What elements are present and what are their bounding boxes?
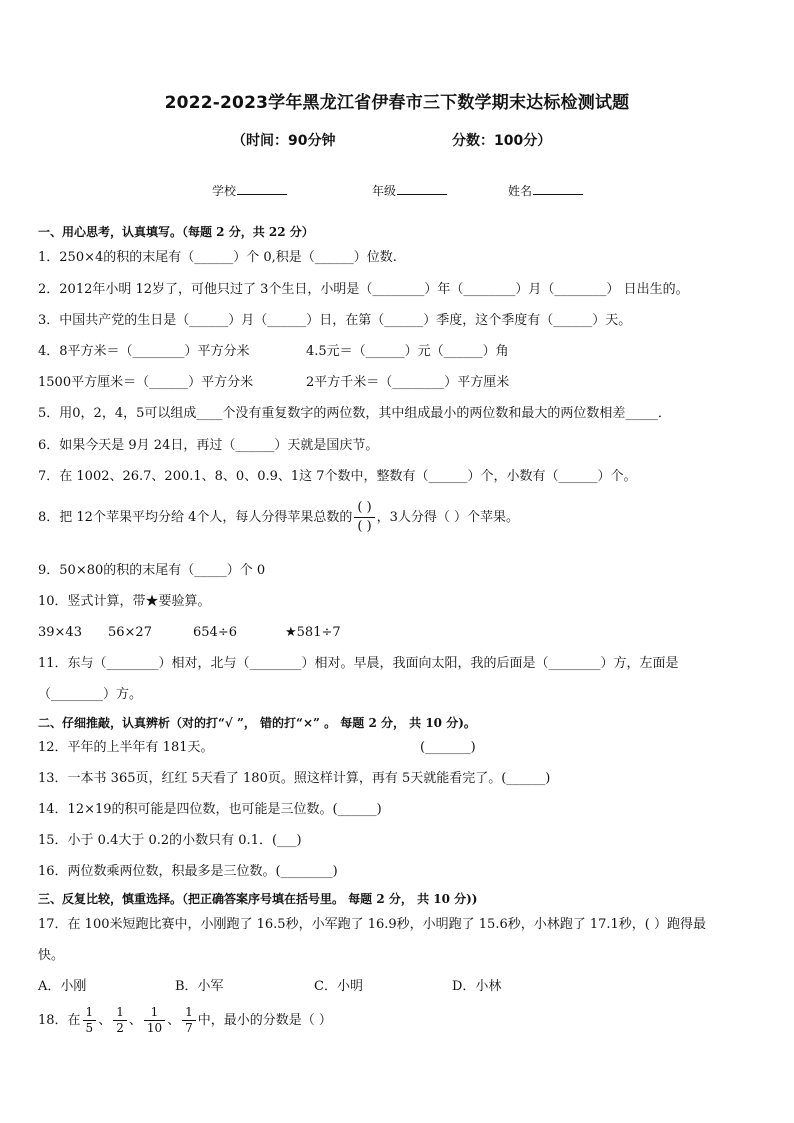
question-11-continued: （________）方。 [38,687,143,702]
question-8-text: 8．把 12个苹果平均分给 4个人，每人分得苹果总数的 [38,510,353,525]
question-11: 11．东与（________）相对，北与（________）相对。早晨，我面向太阳，我的后面是（________）方，左面是 [38,656,679,671]
separator: 、 [128,1013,142,1028]
section-1-heading: 一、用心思考，认真填写。（每题 2 分，共 22 分） [38,225,314,239]
question-14: 14．12×19的积可能是四位数，也可能是三位数。(______) [38,802,382,817]
grade-field[interactable] [372,182,447,199]
grade-blank[interactable] [397,183,447,195]
calc-item: 654÷6 [193,625,237,640]
question-8-tail: ，3人分得（ ）个苹果。 [376,510,520,525]
name-blank[interactable] [533,183,583,195]
calc-item: 56×27 [108,625,152,640]
calc-item: ★581÷7 [285,625,341,640]
question-16: 16．两位数乘两位数，积最多是三位数。(________) [38,864,338,879]
question-17-continued: 快。 [38,948,65,963]
fraction-denominator: 2 [116,1021,124,1035]
question-18-lead: 18．在 [38,1013,81,1028]
school-blank[interactable] [237,183,287,195]
fraction-denominator: 7 [185,1021,193,1035]
fraction-numerator: 1 [113,1005,127,1021]
question-9: 9．50×80的积的末尾有（_____）个 0 [38,563,266,578]
fraction-numerator: 1 [182,1005,196,1021]
fraction-denominator: 10 [146,1021,163,1035]
question-1: 1．250×4的积的末尾有（______）个 0,积是（______）位数. [38,250,397,265]
fraction [83,1005,97,1036]
calc-item: 39×43 [38,625,82,640]
question-4b: 4.5元＝（______）元（______）角 [306,344,509,359]
question-4c: 1500平方厘米＝（______）平方分米 [38,375,254,390]
question-12: 12．平年的上半年有 181天。 [38,740,214,755]
name-label: 姓名 [508,184,533,198]
question-6: 6．如果今天是 9月 24日，再过（______）天就是国庆节。 [38,438,379,453]
separator: 、 [98,1013,112,1028]
question-18 [38,1005,332,1036]
school-field[interactable] [212,182,287,199]
blank-fraction [354,499,374,536]
time-limit: （时间：90分钟 [232,133,336,149]
question-7: 7．在 1002、26.7、200.1、8、0、0.9、1这 7个数中，整数有（______）个，小数有（______）个。 [38,469,637,484]
grade-label: 年级 [372,184,397,198]
fraction-denominator: 5 [85,1021,94,1035]
question-17: 17．在 100米短跑比赛中，小刚跑了 16.5秒，小军跑了 16.9秒，小明跑了 15.6秒，小林跑了 17.1秒，( ）跑得最 [38,917,707,932]
fraction [113,1005,127,1036]
question-3: 3．中国共产党的生日是（______）月（______）日，在第（______）季度，这个季度有（______）天。 [38,313,632,328]
question-18-tail: 中，最小的分数是（ ） [197,1013,332,1028]
fraction [144,1005,165,1036]
question-8 [38,499,519,536]
total-score: 分数：100分） [452,133,552,149]
option-d[interactable]: D．小林 [452,979,502,994]
fraction-numerator: 1 [144,1005,165,1021]
question-10: 10．竖式计算，带★要验算。 [38,594,211,609]
separator: 、 [167,1013,181,1028]
option-a[interactable]: A．小刚 [38,979,87,994]
question-5: 5．用0，2，4，5可以组成____个没有重复数字的两位数，其中组成最小的两位数和最大的两位数相差_____． [38,406,671,421]
fraction-numerator-blank[interactable]: ( ) [354,499,374,518]
name-field[interactable] [508,182,583,199]
fraction-denominator-blank[interactable]: ( ) [357,519,372,534]
section-2-heading: 二、仔细推敲，认真辨析（对的打“√ ”， 错的打“×” 。 每题 2 分， 共 10 分)。 [38,716,476,730]
option-c[interactable]: C．小明 [314,979,363,994]
question-12-answer-blank[interactable]: (_______) [420,740,476,755]
section-3-heading: 三、反复比较，慎重选择。（把正确答案序号填在括号里。 每题 2 分， 共 10 分)) [38,892,478,906]
option-b[interactable]: B．小军 [175,979,224,994]
question-13: 13．一本书 365页，红红 5天看了 180页。照这样计算，再有 5天就能看完了。(______) [38,771,551,786]
fraction [182,1005,196,1036]
question-2: 2．2012年小明 12岁了，可他只过了 3个生日，小明是（________）年（________）月（________） 日出生的。 [38,282,689,297]
fraction-numerator: 1 [83,1005,97,1021]
question-4a: 4．8平方米＝（________）平方分米 [38,344,250,359]
school-label: 学校 [212,184,237,198]
question-15: 15．小于 0.4大于 0.2的小数只有 0.1．(___) [38,833,302,848]
page-title: 2022-2023学年黑龙江省伊春市三下数学期末达标检测试题 [164,93,630,113]
question-4d: 2平方千米＝（________）平方厘米 [306,375,510,390]
